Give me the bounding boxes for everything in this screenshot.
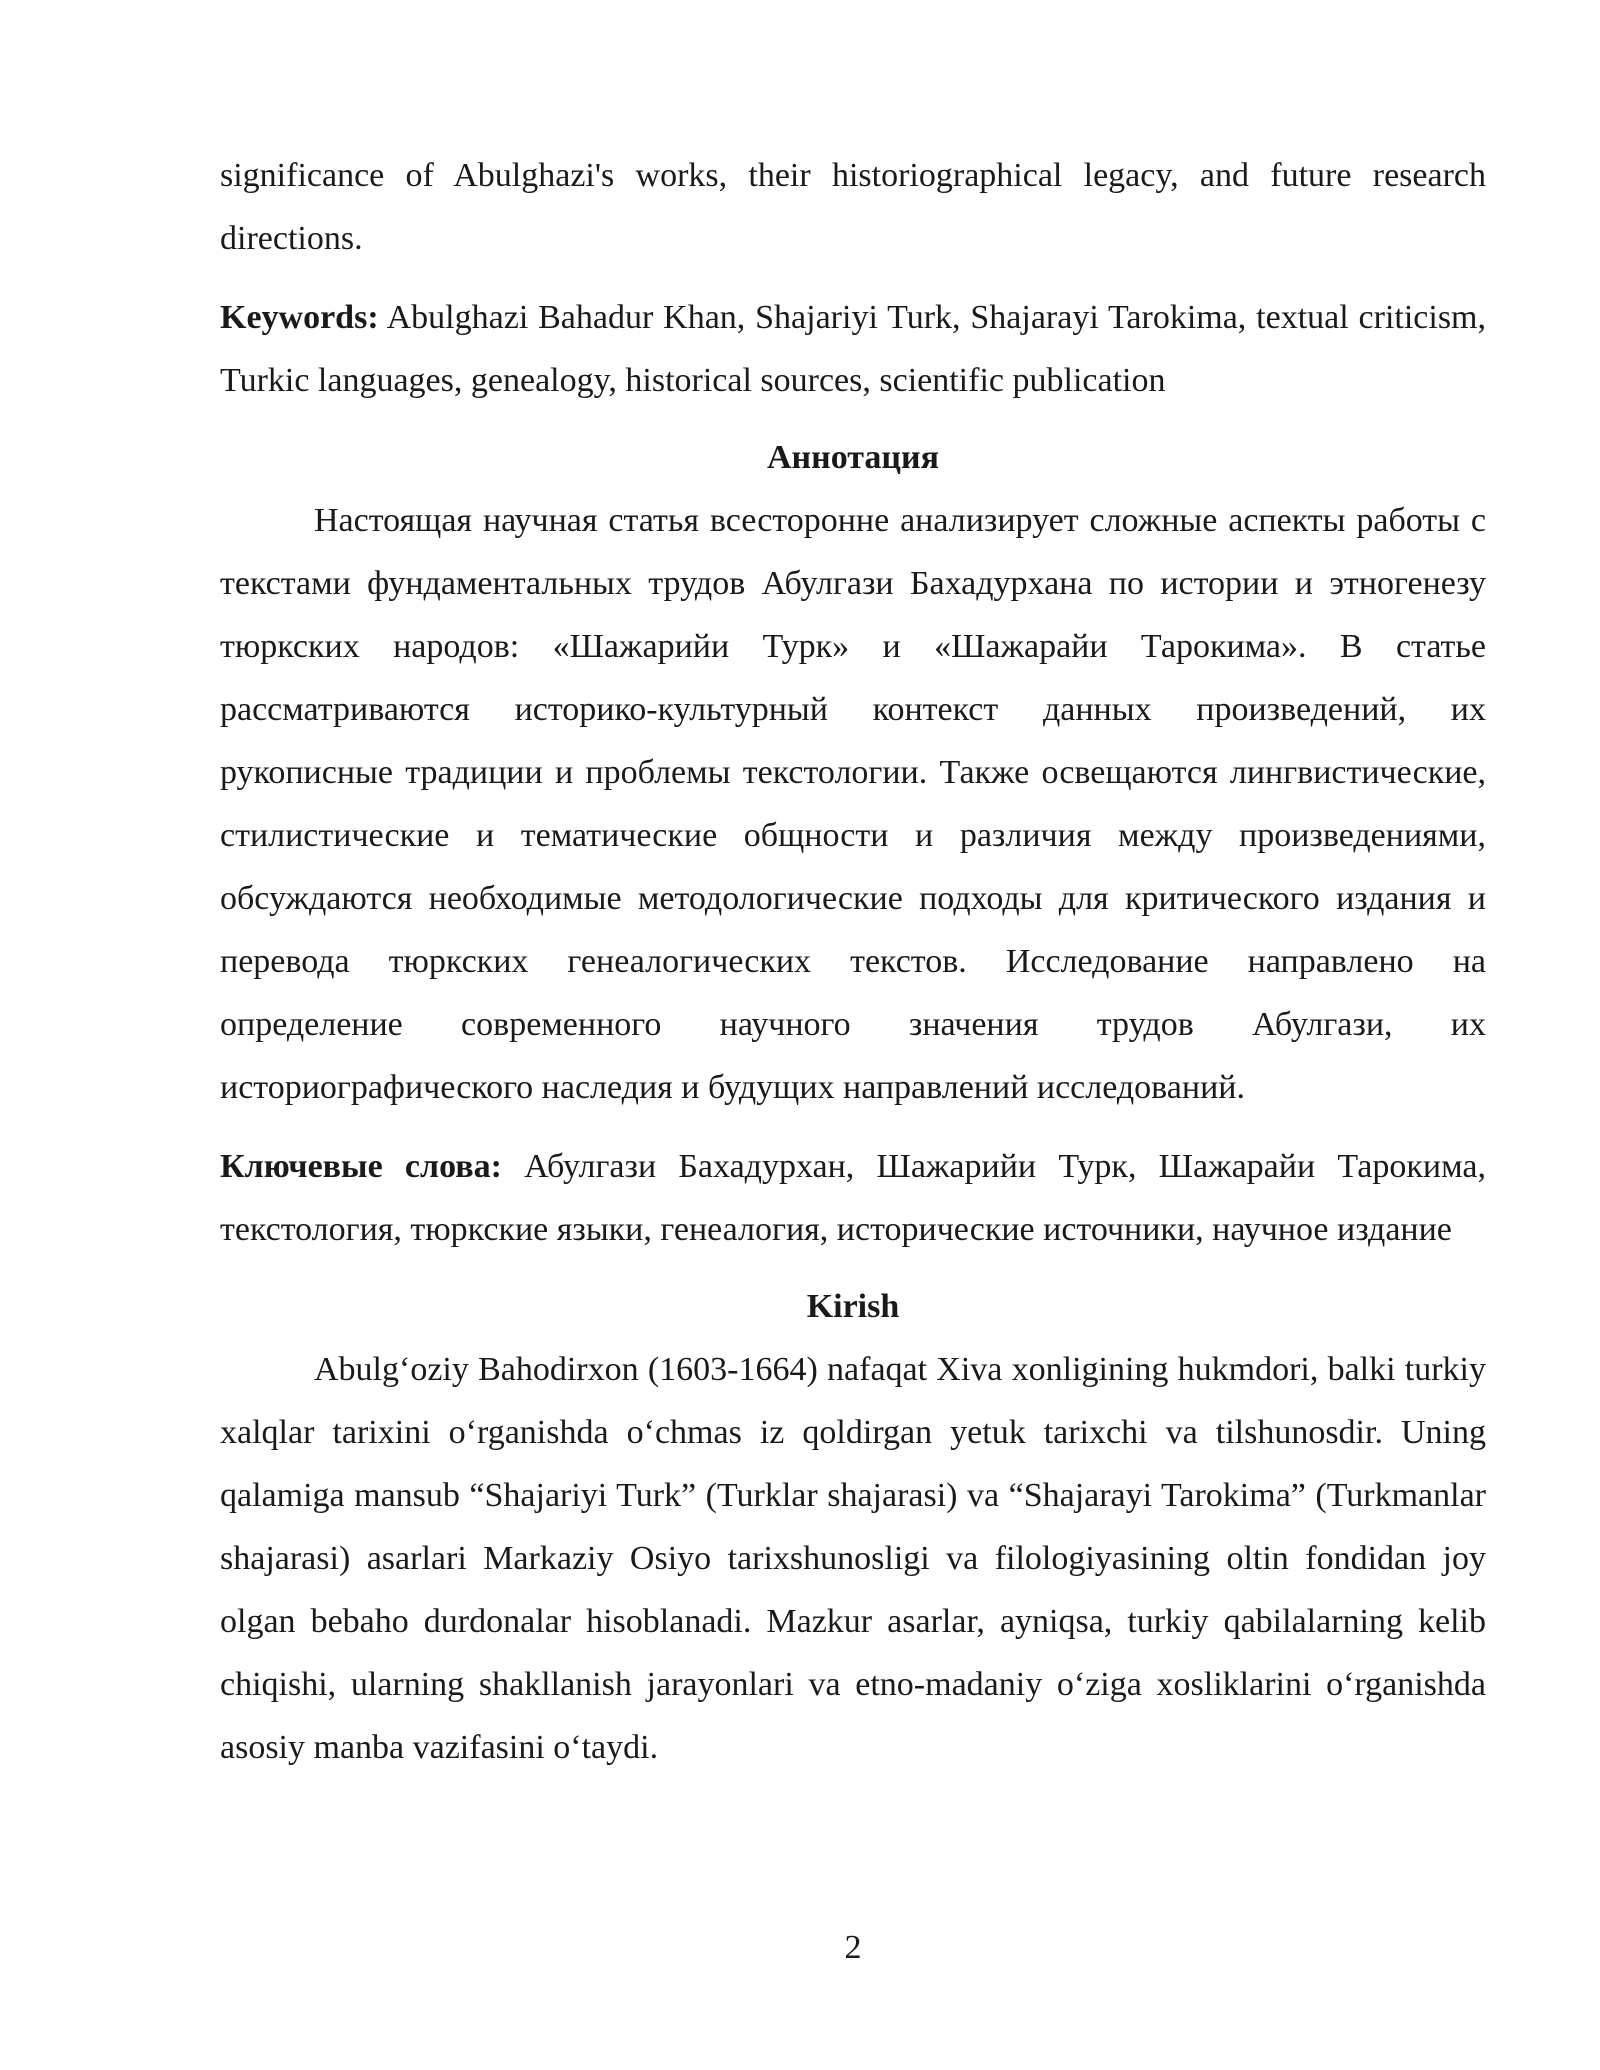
introduction-heading: Kirish	[806, 1288, 900, 1325]
keywords-ru-label: Ключевые слова:	[220, 1148, 502, 1185]
abstract-ru-text: Настоящая научная статья всесторонне анализирует сложные аспекты работы с текстами фундаментальных трудов Абулгази Бахадурхана по истории и этногенезу тюркских народов: «Шажарийи Турк» и «Шажарайи Тарокима». В статье рассматриваются историко-культурный контекст данных произведений, их рукописные традиции и проблемы текстологии. Также освещаются лингвистические, стилистические и тематические общности и различия между произведениями, обсуждаются необходимые методологические подходы для критического издания и перевода тюркских генеалогических текстов. Исследование направлено на определение современного научного значения трудов Абулгази, их историографического наследия и будущих направлений исследований.	[220, 502, 1486, 1106]
document-page	[220, 144, 1486, 1779]
keywords-ru-text: Абулгази Бахадурхан, Шажарийи Турк, Шажарайи Тарокима, текстология, тюркские языки, генеалогия, исторические источники, научное издание	[220, 1148, 1486, 1248]
keywords-ru	[220, 1135, 1486, 1261]
page-number: 2	[844, 1929, 862, 1966]
keywords-en-label: Keywords:	[220, 299, 379, 336]
introduction-text: Abulgʻoziy Bahodirxon (1603-1664) nafaqat Xiva xonligining hukmdori, balki turkiy xalqlar tarixini oʻrganishda oʻchmas iz qoldirgan yetuk tarixchi va tilshunosdir. Uning qalamiga mansub “Shajariyi Turk” (Turklar shajarasi) va “Shajarayi Tarokima” (Turkmanlar shajarasi) asarlari Markaziy Osiyo tarixshunosligi va filologiyasining oltin fondidan joy olgan bebaho durdonalar hisoblanadi. Mazkur asarlar, ayniqsa, turkiy qabilalarning kelib chiqishi, ularning shakllanish jarayonlari va etno-madaniy oʻziga xosliklarini oʻrganishda asosiy manba vazifasini oʻtaydi.	[220, 1351, 1486, 1766]
keywords-en-text: Abulghazi Bahadur Khan, Shajariyi Turk, Shajarayi Tarokima, textual criticism, Turkic languages, genealogy, historical sources, scientific publication	[220, 299, 1486, 399]
keywords-en	[220, 286, 1486, 412]
abstract-en-continuation: significance of Abulghazi's works, their historiographical legacy, and future research directions.	[220, 157, 1486, 257]
abstract-ru-heading: Аннотация	[767, 439, 939, 476]
